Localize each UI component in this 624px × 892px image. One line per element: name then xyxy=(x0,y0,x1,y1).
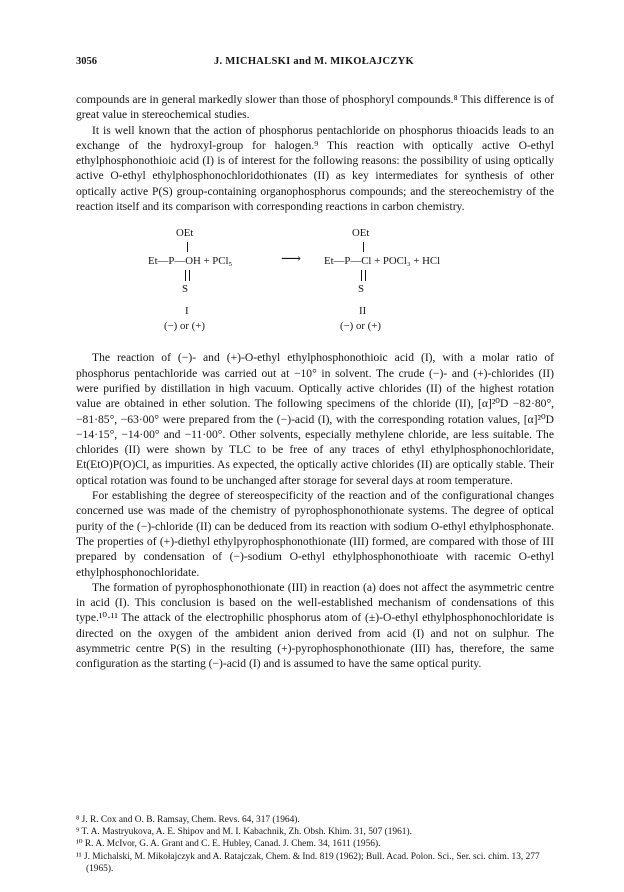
paragraph-2: It is well known that the action of phosphorus pentachloride on phosphorus thioacids leads to an exchange of the hydroxyl-group for halogen.⁹ This reaction with optically active O-ethyl ethylphosphonothioic acid (I) is of interest for the following reasons: the possibility of using optically active O-ethyl ethylphosphonochloridothionates (II) as key intermediates for synthesis of other optically active P(S) group-containing organophosphorus compounds; and the stereochemistry of the reaction itself and its comparison with corresponding reactions in carbon chemistry. xyxy=(76,123,554,214)
right-sulfur-label: S xyxy=(358,283,365,296)
left-sulfur-label: S xyxy=(182,283,189,296)
footnote-11: ¹¹ J. Michalski, M. Mikołajczyk and A. Ratajczak, Chem. & Ind. 819 (1962); Bull. Acad. Polon. Sci., Ser. sci. chim. 13, 277 (1965). xyxy=(76,851,540,874)
right-product-formula: Et—P—Cl + POCl₃ + HCl xyxy=(324,255,441,268)
paragraph-5: The formation of pyrophosphonothionate (III) in reaction (a) does not affect the asymmetric centre in acid (I). This conclusion is based on the well-established mechanism of condensations of this type.¹⁰·¹¹ The attack of the electrophilic phosphorus atom of (±)-O-ethyl ethylphosphonochloridate is directed on the oxygen of the ambident anion derived from acid (I) and not on sulphur. The asymmetric centre P(S) in the resulting (+)-pyrophosphonothionate (III) has, therefore, the same configuration as the starting (−)-acid (I) and is assumed to have the same optical purity. xyxy=(76,580,554,671)
left-oet-label: OEt xyxy=(176,227,194,240)
footnote-9: ⁹ T. A. Mastryukova, A. E. Shipov and M. I. Kabachnik, Zh. Obsh. Khim. 31, 507 (1961). xyxy=(76,827,412,838)
running-head: J. MICHALSKI and M. MIKOŁAJCZYK xyxy=(213,56,415,67)
right-double-bond-b xyxy=(365,270,366,281)
left-double-bond-b xyxy=(189,270,190,281)
reaction-scheme xyxy=(76,218,554,350)
left-double-bond-a xyxy=(185,270,186,281)
compound-I-sign: (−) or (+) xyxy=(164,320,205,333)
footnote-10: ¹⁰ R. A. McIvor, G. A. Grant and C. E. Hubley, Canad. J. Chem. 34, 1611 (1956). xyxy=(76,839,381,850)
footnote-8: ⁸ J. R. Cox and O. B. Ramsay, Chem. Revs. 64, 317 (1964). xyxy=(76,815,300,825)
paragraph-3: The reaction of (−)- and (+)-O-ethyl ethylphosphonothioic acid (I), with a molar ratio of phosphorus pentachloride was carried out at −10° in solvent. The crude (−)- and (+)-chlorides (II) were purified by distillation in high vacuum. Optically active chlorides (II) of the highest rotation value are obtained in ether solution. The following specimens of the chloride (II), [α]²⁰D −82·80°, −81·85°, −63·00° were prepared from the (−)-acid (I), with the corresponding rotation values, [α]²⁰D −14·15°, −14·00° and −11·00°. Other solvents, especially methylene chloride, are less suitable. The chlorides (II) were shown by TLC to be free of any traces of ethyl ethylphosphonochloridate, Et(EtO)P(O)Cl, as impurities. As expected, the optically active chlorides (II) are optically stable. Their optical rotation was found to be unchanged after storage for several days at room temperature. xyxy=(76,351,554,487)
left-top-bond xyxy=(187,242,188,252)
compound-II-sign: (−) or (+) xyxy=(340,320,381,333)
article-body xyxy=(76,92,554,672)
footnotes xyxy=(76,814,554,875)
page-header xyxy=(76,56,552,72)
compound-label-II: II xyxy=(359,305,367,318)
reaction-arrow: ⟶ xyxy=(281,252,302,268)
page-number: 3056 xyxy=(76,56,97,67)
right-top-bond xyxy=(363,242,364,252)
left-reactant-formula: Et—P—OH + PCl₅ xyxy=(148,255,233,268)
paragraph-1: compounds are in general markedly slower than those of phosphoryl compounds.⁸ This difference is of great value in stereochemical studies. xyxy=(76,93,554,122)
compound-label-I: I xyxy=(185,305,189,318)
right-oet-label: OEt xyxy=(352,227,370,240)
paragraph-4: For establishing the degree of stereospecificity of the reaction and of the configurational changes concerned use was made of the chemistry of pyrophosphonothionate systems. The degree of optical purity of the (−)-chloride (II) can be deduced from its reaction with sodium O-ethyl ethylphosphonate. The properties of (+)-diethyl ethylpyrophosphonothionate (III) formed, are compared with those of III prepared by condensation of (−)-sodium O-ethyl ethylphosphonothioate with racemic O-ethyl ethylphosphonochloridate. xyxy=(76,489,554,579)
right-double-bond-a xyxy=(361,270,362,281)
